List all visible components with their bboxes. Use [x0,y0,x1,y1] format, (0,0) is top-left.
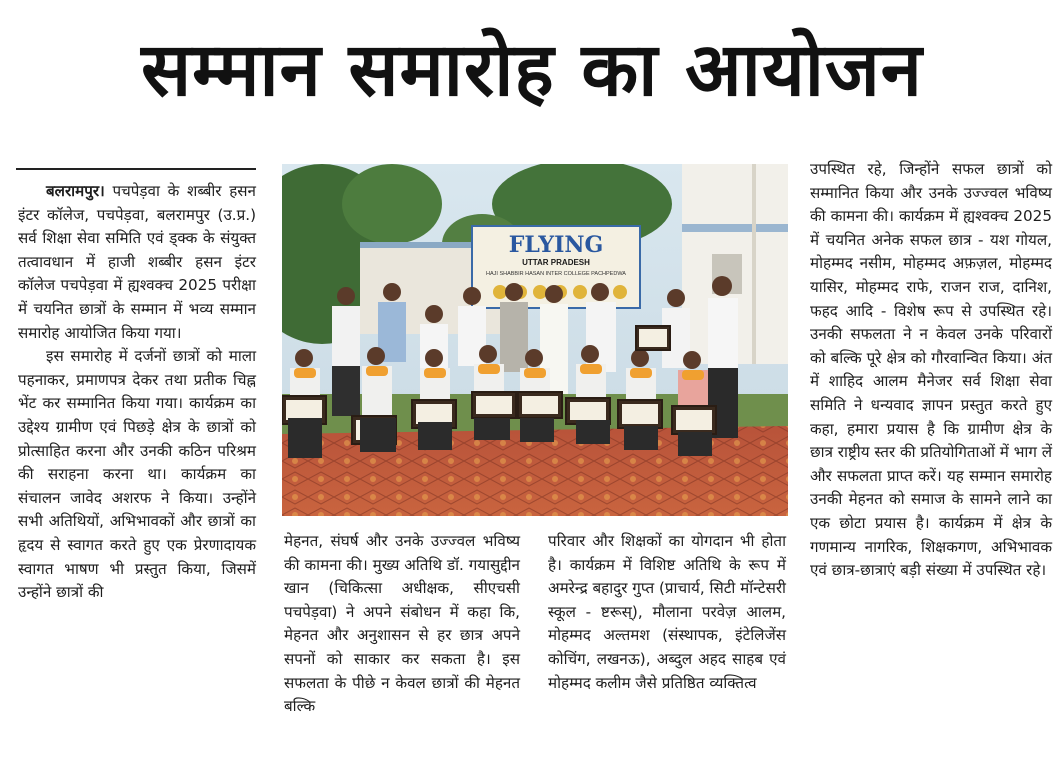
dateline: बलरामपुर। [46,182,105,200]
headline: सम्मान समारोह का आयोजन [141,26,923,113]
article-column-4 [810,158,1052,780]
article-paragraph-5: उपस्थित रहे, जिन्होंने सफल छात्रों को सम्मानित किया और उनके उज्ज्वल भविष्य की कामना की। कार्यक्रम में ह्यश्वक्च 2025 में चयनित अनेक सफल छात्र - यश गोयल, मोहम्मद नसीम, मोहम्मद अफ़ज़ल, मोहम्मद यासिर, मोहम्मद राफे, राजन राज, दानिश, फहद आदि - विशेष रूप से उपस्थित रहे। उनकी सफलता ने न केवल उनके परिवारों को बल्कि पूरे क्षेत्र को गौरवान्वित किया। अंत में शाहिद आलम मैनेजर सर्व शिक्षा सेवा समिति ने धन्यवाद ज्ञापन प्रस्तुत करते हुए कहा, हमारा प्रयास है कि ग्रामीण क्षेत्र के छात्र राष्ट्रीय स्तर की प्रतियोगिताओं में भाग लें और सफलता प्राप्त करें। यह सम्मान समारोह उनकी मेहनत को समाज के सामने लाने का एक छोटा प्रयास है। कार्यक्रम में क्षेत्र के गणमान्य नागरिक, शिक्षकगण, अभिभावक एवं छात्र-छात्राएं बड़ी संख्या में उपस्थित रहे। [810,160,1052,580]
article-paragraph-1: पचपेड़वा के शब्बीर हसन इंटर कॉलेज, पचपेड़वा, बलरामपुर (उ.प्र.) सर्व शिक्षा सेवा समिति एवं ड्क्क के संयुक्त तत्वावधान में हाजी शब्बीर हसन इंटर कॉलेज पचपेड़वा में ह्यश्वक्च 2025 परीक्षा में चयनित छात्रों के सम्मान में भव्य सम्मान समारोह आयोजित किया गया। [18,182,256,342]
banner-college: HAJI SHABBIR HASAN INTER COLLEGE PACHPEDWA [486,271,626,277]
article-paragraph-2: इस समारोह में दर्जनों छात्रों को माला पहनाकर, प्रमाणपत्र देकर तथा प्रतीक चिह्न भेंट कर सम्मानित किया गया। कार्यक्रम का उद्देश्य ग्रामीण एवं पिछड़े क्षेत्र के छात्रों को प्रोत्साहित करना और उनकी कठिन परिश्रम की सराहना करना था। कार्यक्रम का संचालन जावेद अशरफ ने किया। उन्होंने सभी अतिथियों, अभिभावकों और छात्रों का हृदय से स्वागत करते हुए एक प्रेरणादायक स्वागत भाषण भी प्रस्तुत किया, जिसमें उन्होंने छात्रों की [18,347,256,602]
article-paragraph-3: मेहनत, संघर्ष और उनके उज्ज्वल भविष्य की कामना की। मुख्य अतिथि डॉ. गयासुद्दीन खान (चिकित्सा अधीक्षक, सीएचसी पचपेड़वा) ने अपने संबोधन में कहा कि, मेहनत और अनुशासन से हर छात्र अपने सपनों को साकार कर सकता है। इस सफलता के पीछे न केवल छात्रों की मेहनत बल्कि [284,532,520,716]
event-photo [282,164,788,516]
banner-subtitle: UTTAR PRADESH [522,258,590,267]
article-column-2 [284,530,520,780]
article-paragraph-4: परिवार और शिक्षकों का योगदान भी होता है। कार्यक्रम में विशिष्ट अतिथि के रूप में अमरेन्द्र बहादुर गुप्त (प्राचार्य, सिटी मॉन्टेसरी स्कूल - ष्टरूस्), मौलाना परवेज़ आलम, मोहम्मद अल्तमश (संस्थापक, इंटेलिजेंस कोचिंग, लखनऊ), अब्दुल अहद साहब एवं मोहम्मद कलीम जैसे प्रतिष्ठित व्यक्तित्व [548,532,786,692]
banner-title: FLYING [508,232,604,258]
article-column-3 [548,530,786,780]
column-divider-top [16,168,256,170]
article-column-1 [18,180,256,780]
